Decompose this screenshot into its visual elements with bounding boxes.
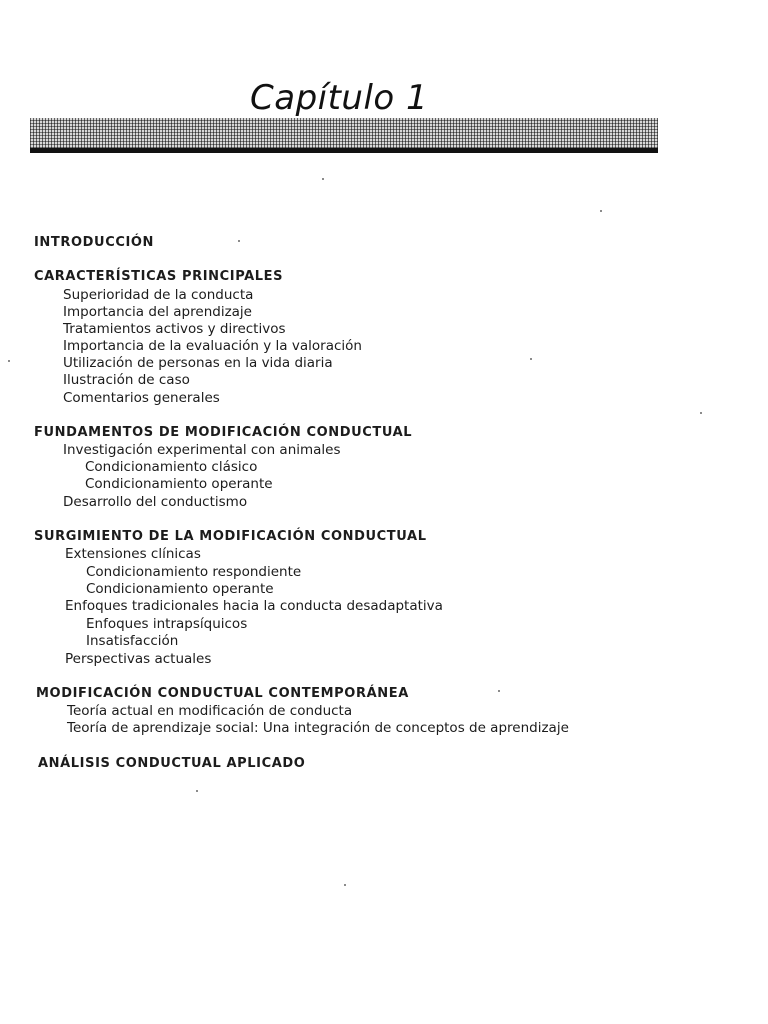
scan-speck [700, 412, 702, 414]
toc-item: Comentarios generales [63, 390, 220, 406]
scan-speck [238, 240, 240, 242]
chapter-title: Capítulo 1 [250, 78, 429, 118]
toc-item: Tratamientos activos y directivos [63, 321, 286, 337]
toc-subitem: Condicionamiento clásico [85, 459, 258, 475]
toc-subitem: Condicionamiento operante [85, 476, 273, 492]
section-heading-introduccion: INTRODUCCIÓN [34, 235, 155, 250]
toc-subitem: Insatisfacción [86, 633, 179, 649]
section-heading-fundamentos: FUNDAMENTOS DE MODIFICACIÓN CONDUCTUAL [34, 425, 413, 440]
toc-item: Perspectivas actuales [65, 651, 212, 667]
scan-speck [322, 178, 324, 180]
section-heading-caracteristicas: CARACTERÍSTICAS PRINCIPALES [34, 269, 284, 284]
section-heading-surgimiento: SURGIMIENTO DE LA MODIFICACIÓN CONDUCTUAL [34, 529, 427, 544]
toc-item: Teoría de aprendizaje social: Una integración de conceptos de aprendizaje [67, 720, 569, 736]
toc-item: Investigación experimental con animales [63, 442, 341, 458]
toc-subitem: Enfoques intrapsíquicos [86, 616, 248, 632]
toc-item: Importancia del aprendizaje [63, 304, 252, 320]
toc-item: Utilización de personas en la vida diaria [63, 355, 333, 371]
toc-subitem: Condicionamiento respondiente [86, 564, 302, 580]
toc-item: Teoría actual en modificación de conducta [67, 703, 353, 719]
toc-item: Importancia de la evaluación y la valoración [63, 338, 362, 354]
scan-speck [8, 360, 10, 362]
toc-item: Extensiones clínicas [65, 546, 201, 562]
scan-speck [196, 790, 198, 792]
toc-item: Enfoques tradicionales hacia la conducta desadaptativa [65, 598, 443, 614]
section-heading-contemporanea: MODIFICACIÓN CONDUCTUAL CONTEMPORÁNEA [36, 686, 409, 701]
toc-item: Superioridad de la conducta [63, 287, 254, 303]
scan-speck [344, 884, 346, 886]
toc-item: Desarrollo del conductismo [63, 494, 248, 510]
section-heading-analisis: ANÁLISIS CONDUCTUAL APLICADO [38, 756, 306, 771]
scan-speck [498, 690, 500, 692]
toc-subitem: Condicionamiento operante [86, 581, 274, 597]
scan-speck [530, 358, 532, 360]
toc-item: Ilustración de caso [63, 372, 190, 388]
scan-speck [600, 210, 602, 212]
